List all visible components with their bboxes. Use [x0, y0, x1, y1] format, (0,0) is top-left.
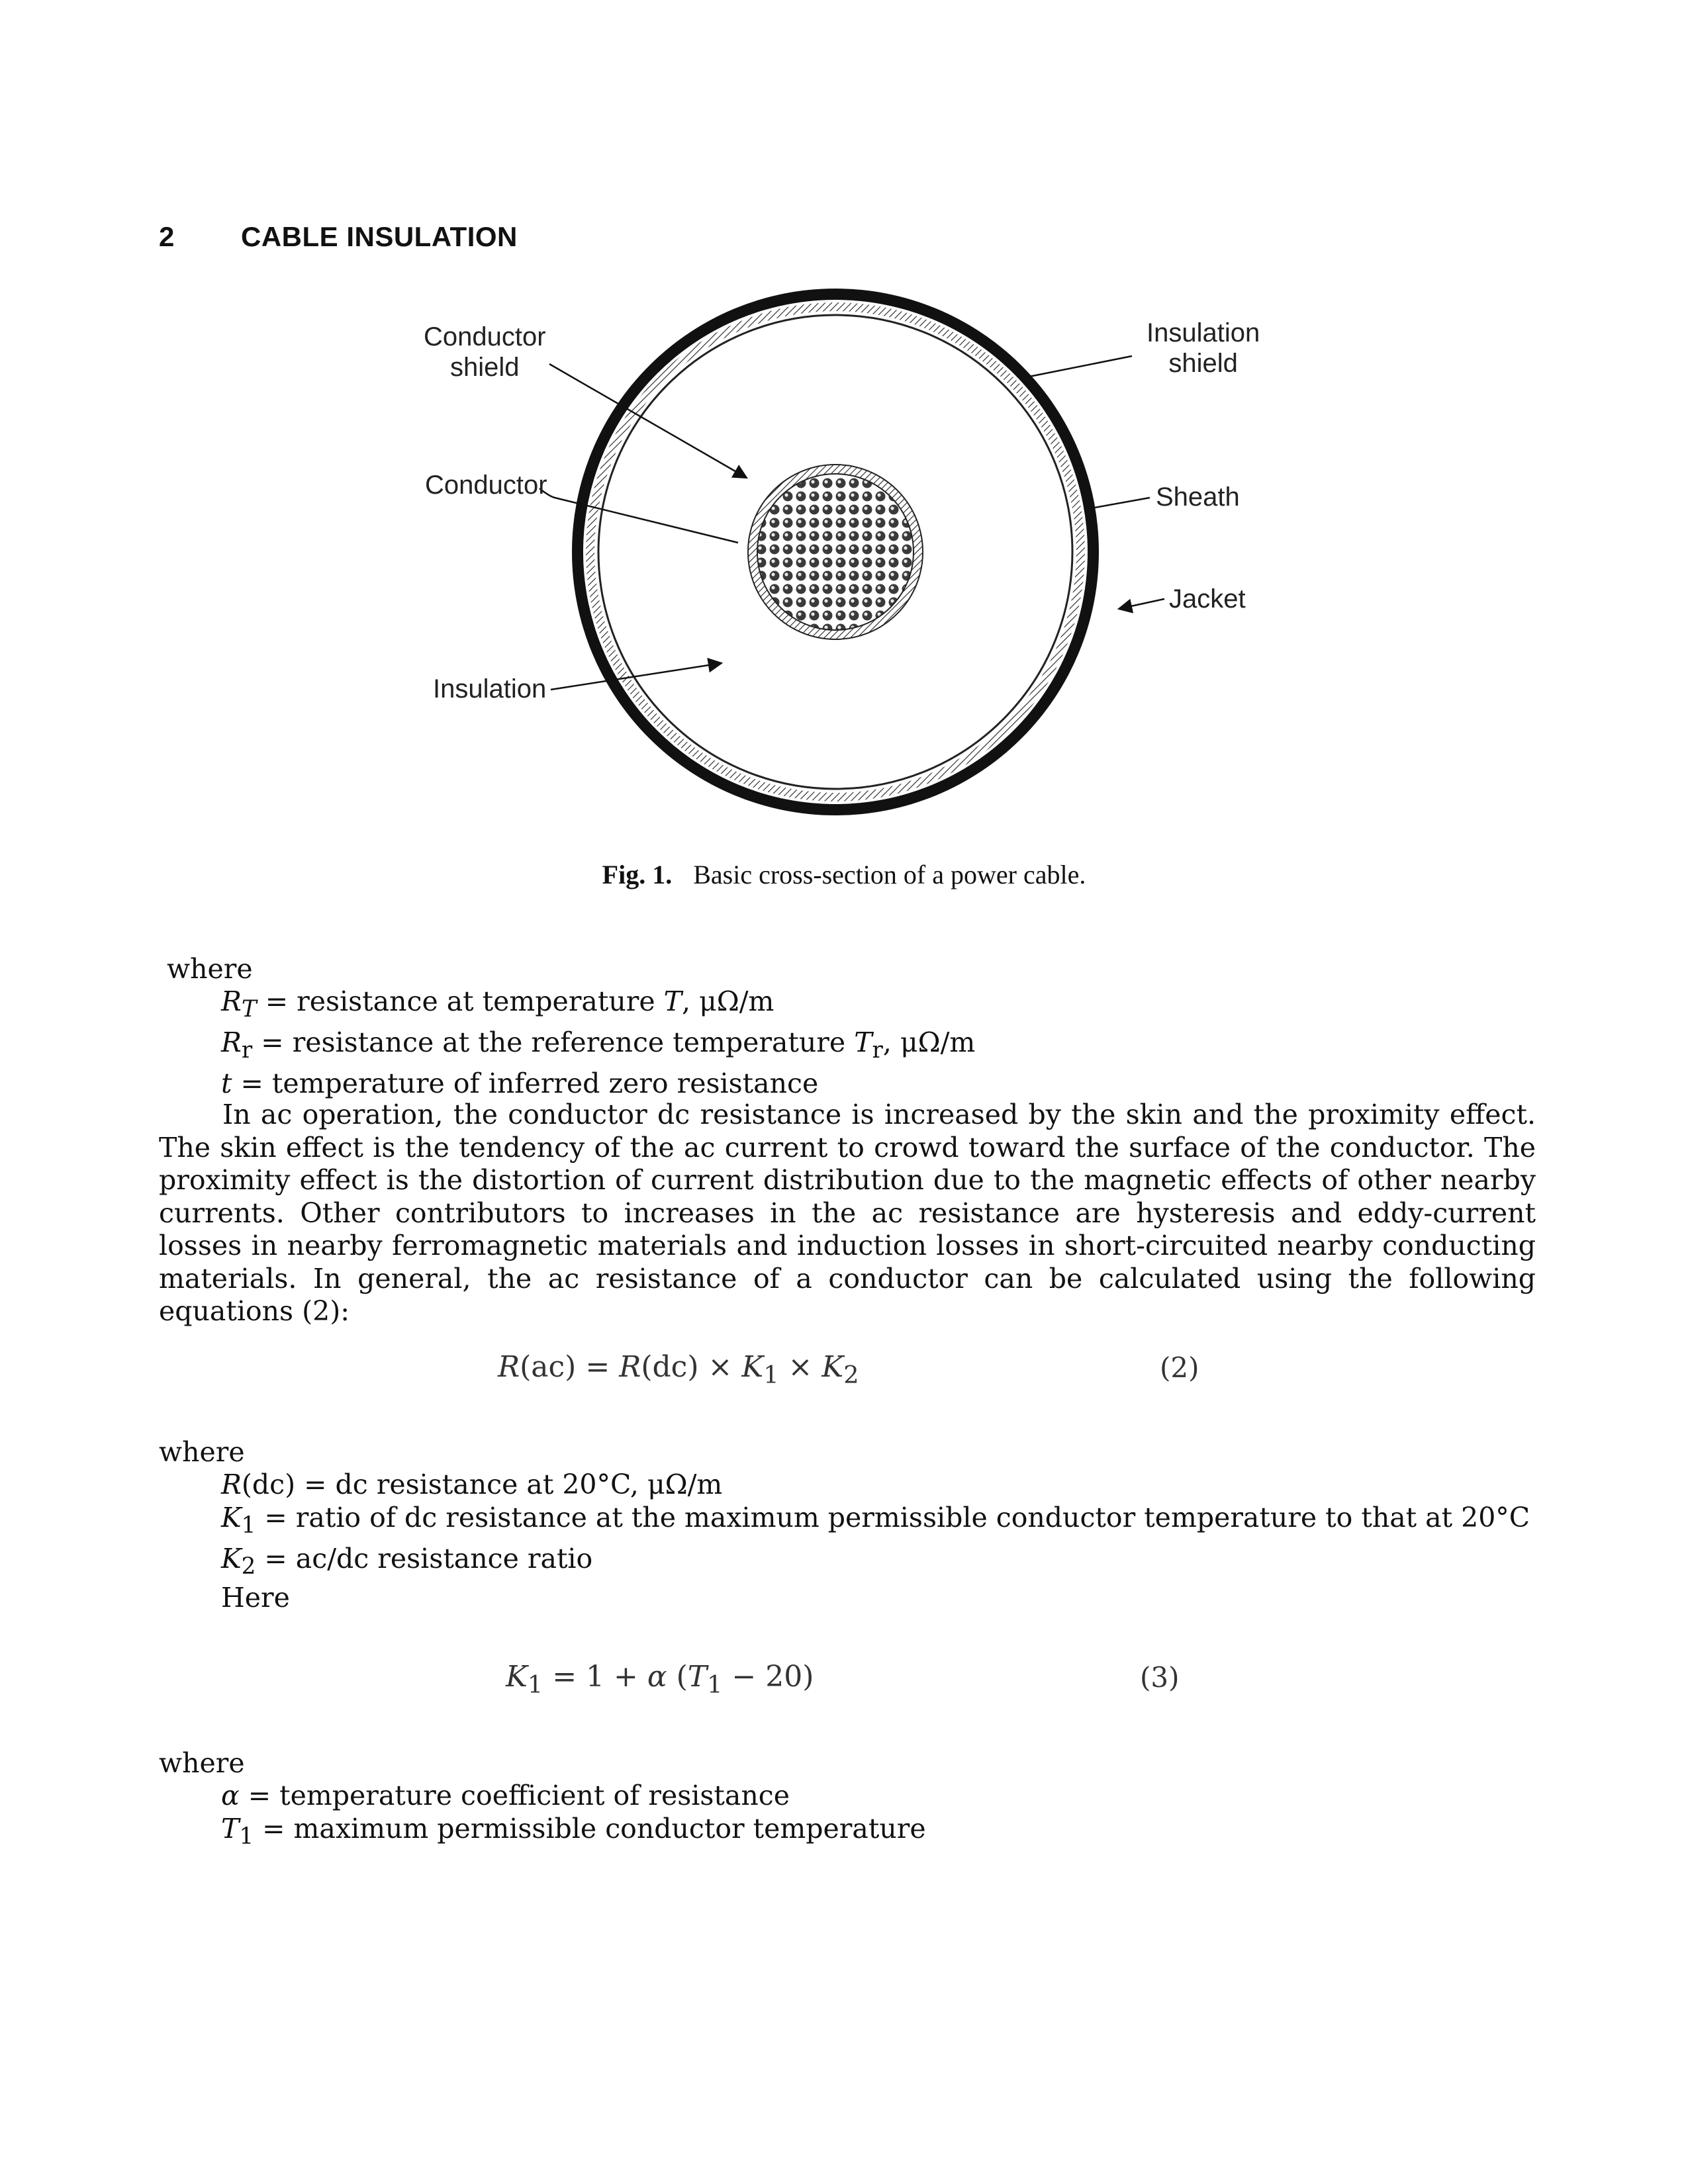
- def-row-t: t = temperature of inferred zero resistance: [221, 1068, 819, 1100]
- equation-2: $R(ac) = R(dc) \times K_1 \times K_2$: [498, 1350, 859, 1389]
- running-head: [159, 221, 518, 253]
- label-insulation-shield: Insulation shield: [1147, 318, 1260, 378]
- caption-label: Fig. 1.: [602, 860, 673, 889]
- where-label-2: where: [159, 1436, 245, 1468]
- leader-jacket: [1119, 599, 1164, 609]
- label-insulation: Insulation: [433, 674, 547, 704]
- equation-2-number: (2): [1160, 1351, 1199, 1384]
- def-row-alpha: α = temperature coefficient of resistance: [221, 1780, 790, 1811]
- label-conductor-shield: Conductor shield: [424, 322, 546, 382]
- conductor-core: [757, 474, 914, 630]
- caption-text: Basic cross-section of a power cable.: [693, 860, 1086, 889]
- leader-insulation-shield: [1026, 356, 1132, 377]
- equation-3: $K_1 = 1 + \alpha$ $(T_1 - 20)$: [506, 1660, 814, 1699]
- def-row-rr: $R_r$ = resistance at the reference temperature $T_r$, μΩ/m: [221, 1026, 976, 1064]
- label-conductor: Conductor: [425, 471, 547, 500]
- label-jacket: Jacket: [1169, 584, 1246, 614]
- definitions-block-1: [221, 985, 975, 1100]
- page-number: 2: [159, 221, 175, 252]
- chapter-title: CABLE INSULATION: [241, 221, 518, 252]
- definitions-block-2: [221, 1468, 1530, 1583]
- figure-caption: [0, 859, 1688, 890]
- equation-3-number: (3): [1140, 1661, 1180, 1694]
- def-row-rt: $R_T$ = resistance at temperature T, μΩ/m: [221, 985, 774, 1023]
- cable-cross-section-figure: [410, 278, 1297, 847]
- body-paragraph: In ac operation, the conductor dc resistance is increased by the skin and the proximity effect. The skin effect is the tendency of the ac current to crowd toward the surface of the conductor. The proximity effect is the distortion of current distribution due to the magnetic effects of other nearby currents. Other contributors to increases in the ac resistance are hysteresis and eddy-current losses in nearby ferromagnetic materials and induction losses in short-circuited nearby conducting materials. In general, the ac resistance of a conductor can be calculated using the following equations (2):: [159, 1099, 1536, 1327]
- here-label: Here: [221, 1582, 290, 1614]
- def-row-rdc: R(dc) = dc resistance at 20°C, μΩ/m: [221, 1469, 723, 1500]
- definitions-block-3: [221, 1779, 926, 1853]
- def-row-k2: $K_2 = ac/dc$ resistance ratio: [221, 1543, 593, 1580]
- label-sheath: Sheath: [1156, 482, 1240, 512]
- def-row-k1: $K_1$ = ratio of dc resistance at the maximum permissible conductor temperature to that at 20°C: [221, 1502, 1530, 1539]
- leader-sheath: [1091, 498, 1150, 508]
- where-label-1: where: [167, 953, 253, 985]
- where-label-3: where: [159, 1747, 245, 1779]
- def-row-t1: $T_1$ = maximum permissible conductor temperature: [221, 1813, 926, 1850]
